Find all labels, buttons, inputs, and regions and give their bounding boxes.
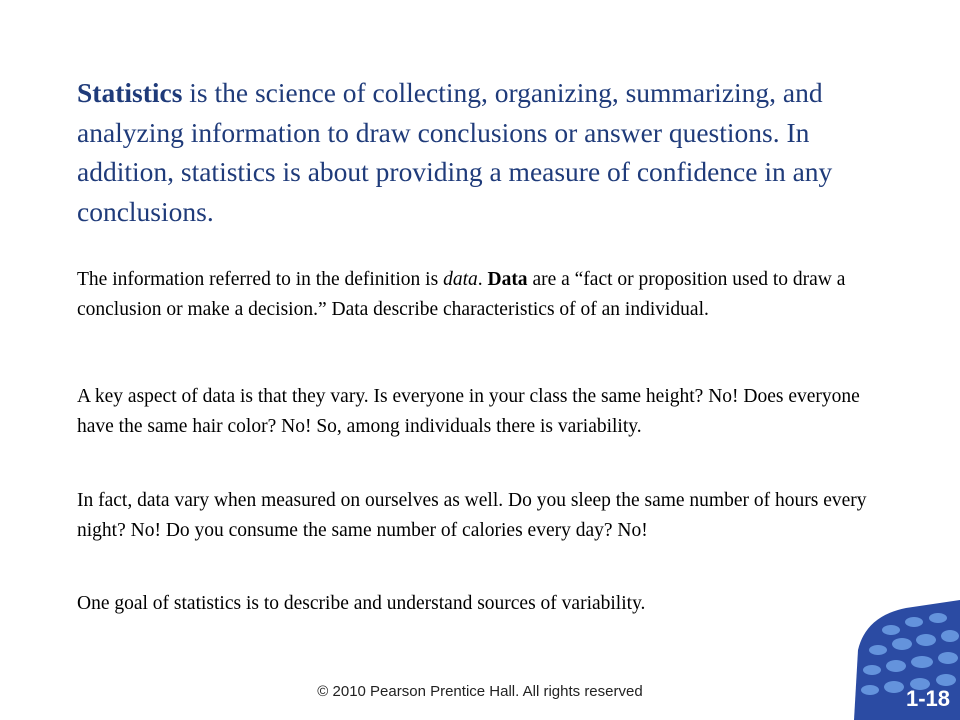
- statistics-term: Statistics: [77, 77, 183, 108]
- variability-paragraph: A key aspect of data is that they vary. Is everyone in your class the same height? No! Does everyone have the same hair color? No! So, among individuals there is variability.: [77, 386, 860, 437]
- self-variability-paragraph: In fact, data vary when measured on ourselves as well. Do you sleep the same number of hours every night? No! Do you consume the same number of calories every day? No!: [77, 490, 867, 541]
- data-mid-text: .: [477, 269, 488, 290]
- copyright-footer: © 2010 Pearson Prentice Hall. All rights reserved: [317, 683, 643, 700]
- page-number: 1-18: [905, 686, 950, 711]
- statistics-definition-text: is the science of collecting, organizing, summarizing, and analyzing information to draw conclusions or answer questions. In addition, statistics is about providing a measure of confidence in any conclusions.: [77, 77, 833, 227]
- data-italic-term: data: [443, 269, 478, 290]
- statistics-definition: [77, 73, 897, 231]
- data-definition-paragraph: [77, 265, 907, 324]
- goal-paragraph: One goal of statistics is to describe and understand sources of variability.: [77, 593, 646, 614]
- data-bold-term: Data: [487, 269, 528, 290]
- data-lead-text: The information referred to in the definition is: [77, 269, 444, 290]
- data-rest-text: are a “fact or proposition used to draw a conclusion or make a decision.” Data describe characteristics of of an individual.: [77, 269, 846, 320]
